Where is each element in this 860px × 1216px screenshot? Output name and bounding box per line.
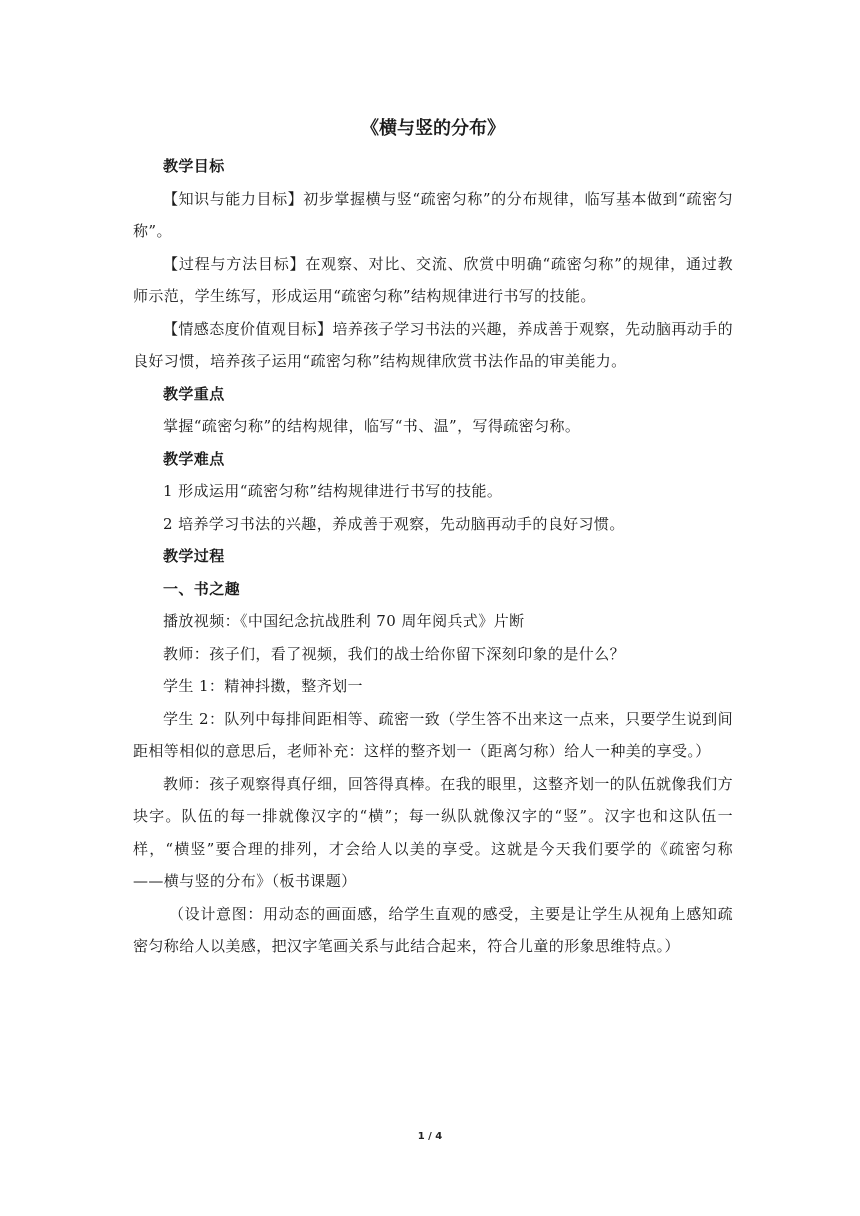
paragraph-video: 播放视频：《中国纪念抗战胜利 70 周年阅兵式》片断 [163, 612, 525, 630]
paragraph-goal-knowledge: 【知识与能力目标】初步掌握横与竖“疏密匀称”的分布规律，临写基本做到“疏密匀称”。 [133, 189, 733, 240]
document-body [133, 150, 733, 963]
paragraph-student-2: 学生 2：队列中每排间距相等、疏密一致（学生答不出来这一点来，只要学生说到间距相等相似的意思后，老师补充：这样的整齐划一（距离匀称）给人一种美的享受。） [133, 709, 733, 760]
section-heading-goals: 教学目标 [163, 157, 225, 175]
paragraph-difficulty-1: 1 形成运用“疏密匀称”结构规律进行书写的技能。 [163, 482, 503, 500]
paragraph-focus: 掌握“疏密匀称”的结构规律，临写“书、温”，写得疏密匀称。 [163, 417, 581, 435]
paragraph-teacher-response: 教师：孩子观察得真仔细，回答得真棒。在我的眼里，这整齐划一的队伍就像我们方块字。队伍的每一排就像汉字的“横”；每一纵队就像汉字的“竖”。汉字也和这队伍一样，“横竖”要合理的排列，才会给人以美的享受。这就是今天我们要学的《疏密匀称——横与竖的分布》（板书课题） [133, 774, 733, 890]
paragraph-teacher-question: 教师：孩子们，看了视频，我们的战士给你留下深刻印象的是什么？ [163, 644, 626, 663]
page-number: 1 / 4 [417, 1131, 443, 1142]
section-heading-focus: 教学重点 [163, 384, 225, 403]
section-heading-process: 教学过程 [163, 547, 225, 565]
paragraph-goal-emotion: 【情感态度价值观目标】培养孩子学习书法的兴趣，养成善于观察，先动脑再动手的良好习惯，培养孩子运用“疏密匀称”结构规律欣赏书法作品的审美能力。 [133, 319, 733, 370]
document-title: 《横与竖的分布》 [361, 118, 505, 139]
paragraph-difficulty-2: 2 培养学习书法的兴趣，养成善于观察，先动脑再动手的良好习惯。 [163, 514, 625, 533]
paragraph-student-1: 学生 1：精神抖擞，整齐划一 [163, 677, 363, 695]
section-heading-difficulty: 教学难点 [163, 449, 225, 468]
paragraph-design-intent: （设计意图：用动态的画面感，给学生直观的感受，主要是让学生从视角上感知疏密匀称给人以美感，把汉字笔画关系与此结合起来，符合儿童的形象思维特点。） [133, 904, 733, 955]
paragraph-goal-process: 【过程与方法目标】在观察、对比、交流、欣赏中明确“疏密匀称”的规律，通过教师示范，学生练写，形成运用“疏密匀称”结构规律进行书写的技能。 [133, 254, 733, 305]
subsection-heading-part1: 一、书之趣 [163, 579, 241, 598]
